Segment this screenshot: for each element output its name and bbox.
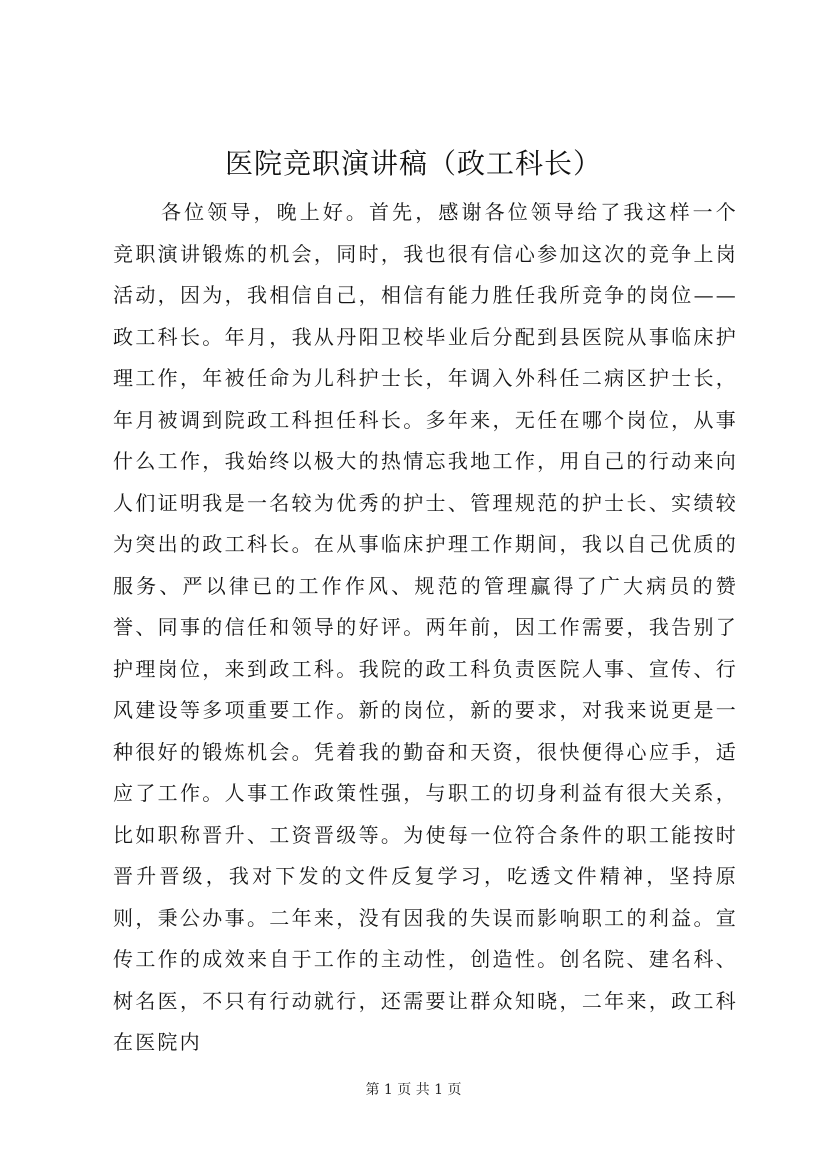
document-title: 医院竞职演讲稿（政工科长） bbox=[224, 147, 602, 180]
document-body-paragraph: 各位领导，晚上好。首先，感谢各位领导给了我这样一个竞职演讲锻炼的机会，同时，我也很有信心参加这次的竞争上岗活动，因为，我相信自己，相信有能力胜任我所竞争的岗位——政工科长。年月，我从丹阳卫校毕业后分配到县医院从事临床护理工作，年被任命为儿科护士长，年调入外科任二病区护士长，年月被调到院政工科担任科长。多年来，无任在哪个岗位，从事什么工作，我始终以极大的热情忘我地工作，用自己的行动来向人们证明我是一名较为优秀的护士、管理规范的护士长、实绩较为突出的政工科长。在从事临床护理工作期间，我以自己优质的服务、严以律已的工作作风、规范的管理赢得了广大病员的赞誉、同事的信任和领导的好评。两年前，因工作需要，我告别了护理岗位，来到政工科。我院的政工科负责医院人事、宣传、行风建设等多项重要工作。新的岗位，新的要求，对我来说更是一种很好的锻炼机会。凭着我的勤奋和天资，很快便得心应手，适应了工作。人事工作政策性强，与职工的切身利益有很大关系，比如职称晋升、工资晋级等。为使每一位符合条件的职工能按时晋升晋级，我对下发的文件反复学习，吃透文件精神，坚持原则，秉公办事。二年来，没有因我的失误而影响职工的利益。宣传工作的成效来自于工作的主动性，创造性。创名院、建名科、树名医，不只有行动就行，还需要让群众知晓，二年来，政工科在医院内 bbox=[113, 200, 738, 1054]
page-footer: 第 1 页 共 1 页 bbox=[365, 1082, 462, 1098]
